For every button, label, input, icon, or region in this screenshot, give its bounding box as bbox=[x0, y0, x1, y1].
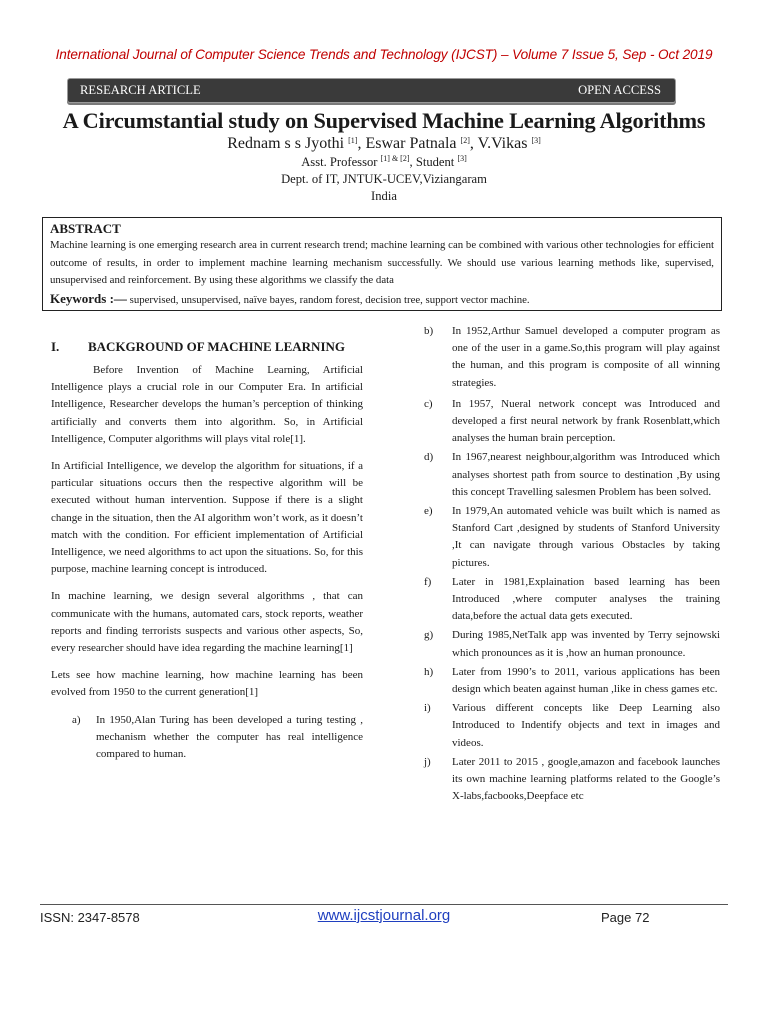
list-item-label: g) bbox=[424, 629, 434, 642]
list-item-label: f) bbox=[424, 575, 432, 588]
list-item-label: c) bbox=[424, 397, 433, 410]
list-item-text: In 1967,nearest neighbour,algorithm was Introduced which analyses shortest path from source to destination ,By using this concept Travelling salesmen Problem has been solved. bbox=[452, 451, 720, 498]
department: Dept. of IT, JNTUK-UCEV,Viziangaram bbox=[281, 172, 487, 186]
list-item-label: b) bbox=[424, 325, 434, 337]
list-item bbox=[424, 396, 720, 448]
list-item bbox=[424, 700, 720, 752]
body-paragraph: In Artificial Intelligence, we develop the algorithm for situations, if a particular situations occurs then the respective algorithm will be executed without human intervention. Suppose if there is a slight change in the situation, then the AI algorithm won’t work, as it doesn’t match with the condition. For efficient implementation of Artificial Intelligence, we need algorithms to act upon the situations. So, for this purpose, machine learning concept is introduced. bbox=[51, 460, 363, 576]
author-name: V.Vikas bbox=[477, 135, 532, 152]
footer-divider bbox=[40, 904, 728, 905]
page-number: Page 72 bbox=[601, 910, 650, 925]
list-item-label: d) bbox=[424, 451, 434, 464]
left-column bbox=[51, 338, 363, 763]
list-item-label: j) bbox=[424, 755, 431, 768]
list-item-text: During 1985,NetTalk app was invented by Terry sejnowski which pronounces as it is ,how an human pronounce. bbox=[452, 629, 720, 659]
open-access-label: OPEN ACCESS bbox=[578, 83, 661, 97]
journal-website-link[interactable]: www.ijcstjournal.org bbox=[317, 907, 451, 924]
list-item-label: h) bbox=[424, 665, 434, 678]
list-item-text: Later from 1990’s to 2011, various applications has been design which beaten against human ,like in chess games etc. bbox=[452, 665, 720, 696]
list-item-text: In 1952,Arthur Samuel developed a computer program as one of the user in a game.So,this program will play against the human, and this program is composite of all winning strategies. bbox=[452, 325, 720, 389]
list-item-text: In 1957, Nueral network concept was Introduced and developed a first neural network by frank Rosenblatt,which analyses the human brain perception. bbox=[452, 397, 720, 445]
list-item bbox=[424, 754, 720, 806]
abstract-heading: ABSTRACT bbox=[50, 221, 121, 236]
list-item-text: Later in 1981,Explaination based learning has been Introduced ,where computer analyses the training data,before the actual data gets executed. bbox=[452, 575, 720, 623]
right-column bbox=[424, 323, 720, 805]
list-item bbox=[424, 627, 720, 661]
list-item bbox=[424, 574, 720, 626]
issn-label: ISSN: 2347-8578 bbox=[40, 910, 140, 925]
list-item-text: Various different concepts like Deep Learning also Introduced to Indentify objects and text in images and videos. bbox=[452, 702, 720, 749]
abstract-box bbox=[42, 217, 722, 311]
list-item bbox=[424, 449, 720, 501]
section-title: BACKGROUND OF MACHINE LEARNING bbox=[88, 339, 345, 354]
paper-title: A Circumstantial study on Supervised Machine Learning Algorithms bbox=[62, 108, 706, 133]
list-item-label: e) bbox=[424, 505, 433, 518]
list-item bbox=[72, 712, 363, 764]
list-item-label: a) bbox=[72, 713, 81, 726]
country: India bbox=[371, 189, 397, 203]
author-name: Rednam s s Jyothi bbox=[227, 135, 349, 152]
list-item bbox=[424, 664, 720, 698]
author-ref: [2] bbox=[460, 136, 470, 145]
section-heading bbox=[51, 338, 363, 356]
list-item bbox=[424, 323, 720, 392]
body-paragraph: In machine learning, we design several algorithms , that can communicate with the humans, automated cars, stock reports, weather reports and finding terrorists suspects and various other aspects, So, every researcher should have idea regarding the machine learning[1] bbox=[51, 590, 363, 655]
author-list: Rednam s s Jyothi [1], Eswar Patnala [2], V.Vikas [3] bbox=[227, 135, 541, 152]
article-ribbon bbox=[67, 78, 676, 103]
body-paragraph: Before Invention of Machine Learning, Artificial Intelligence plays a crucial role in our Computer Era. In artificial Intelligence, Researcher develops the human’s perception of thinking artificially and converts them into algorithm. So, in Artificial Intelligence, Computer algorithms will plays vital role[1]. bbox=[51, 364, 363, 445]
list-item-label: i) bbox=[424, 702, 431, 715]
article-type-label: RESEARCH ARTICLE bbox=[80, 83, 201, 97]
keywords-text: supervised, unsupervised, naïve bayes, random forest, decision tree, support vector machine. bbox=[126, 293, 530, 306]
abstract-text: Machine learning is one emerging research area in current research trend; machine learning can be combined with various other technologies for efficient outcome of results, in order to implement machine learning mechanism successfully. We should use various learning methods like, supervised, unsupervised and reinforcement. By using these algorithms we classify the data bbox=[50, 239, 714, 287]
list-item-text: In 1950,Alan Turing has been developed a turing testing , mechanism whether the computer has real intelligence compared to human. bbox=[96, 713, 363, 761]
keywords-label: Keywords :— bbox=[50, 290, 127, 306]
list-item-text: In 1979,An automated vehicle was built which is named as Stanford Cart ,designed by students of Stanford University ,It can navigate through various Obstacles by taking pictures. bbox=[452, 505, 720, 569]
author-name: Eswar Patnala bbox=[365, 135, 461, 152]
section-number: I. bbox=[51, 339, 60, 354]
author-roles: Asst. Professor [1] & [2], Student [3] bbox=[301, 154, 467, 169]
list-item bbox=[424, 503, 720, 572]
body-paragraph: Lets see how machine learning, how machine learning has been evolved from 1950 to the current generation[1] bbox=[51, 669, 363, 699]
list-item-text: Later 2011 to 2015 , google,amazon and facebook launches its own machine learning platforms related to the Google’s X-labs,facbooks,Deepface etc bbox=[452, 755, 720, 803]
journal-header: International Journal of Computer Science Trends and Technology (IJCST) – Volume 7 Issue 5, Sep - Oct 2019 bbox=[55, 47, 713, 62]
author-ref: [1] bbox=[348, 136, 358, 145]
author-ref: [3] bbox=[531, 136, 541, 145]
keywords-row bbox=[50, 290, 714, 309]
